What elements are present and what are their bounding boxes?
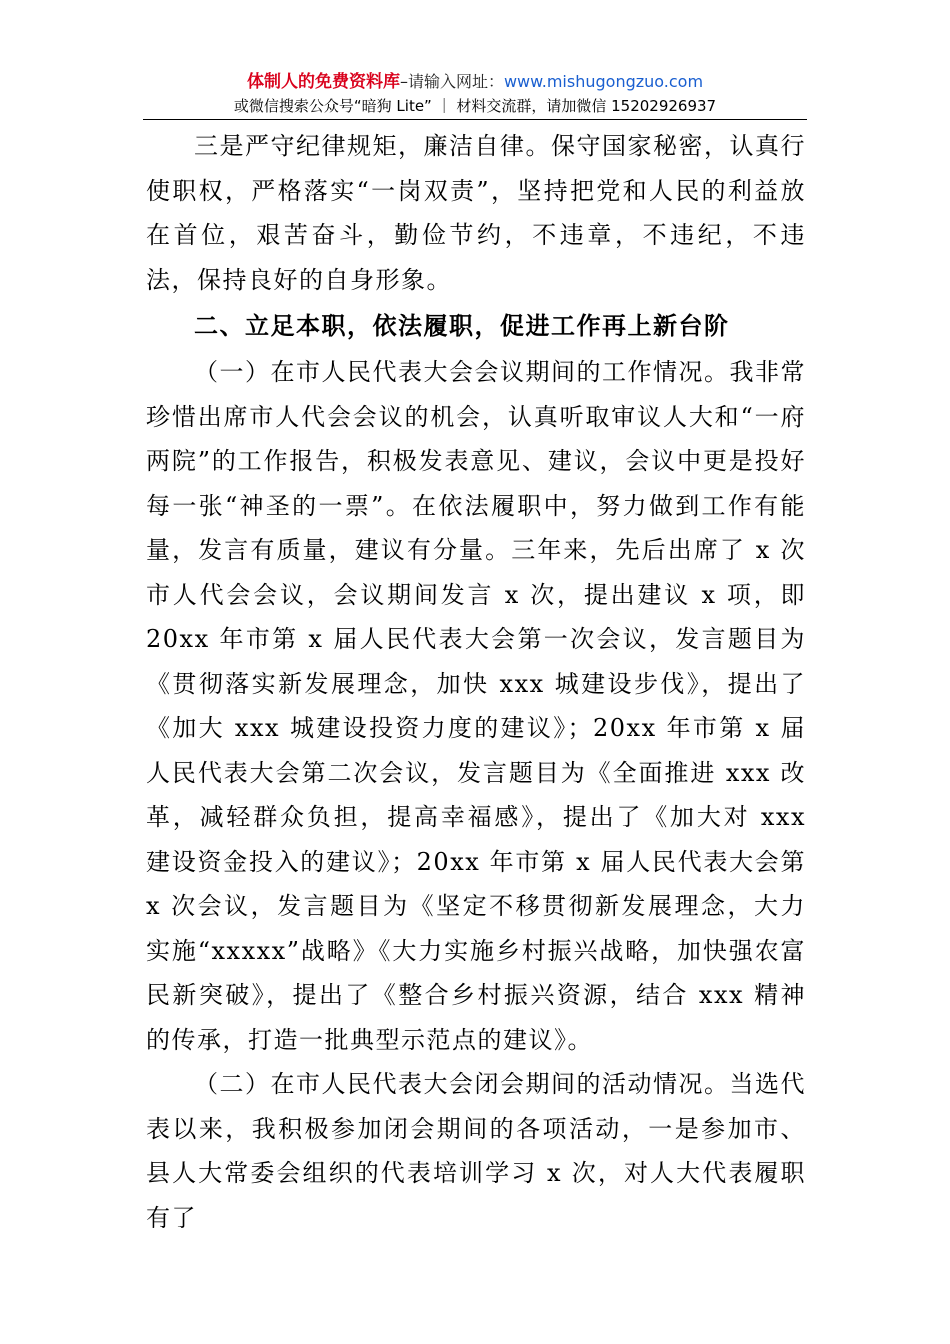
paragraph-discipline: 三是严守纪律规矩，廉洁自律。保守国家秘密，认真行使职权，严格落实“一岗双责”，坚持把党和人民的利益放在首位，艰苦奋斗，勤俭节约，不违章，不违纪，不违法，保持良好的自身形象。 bbox=[146, 132, 806, 294]
section-heading: 二、立足本职，依法履职，促进工作再上新台阶 bbox=[194, 312, 730, 340]
paragraph-session-work: （一）在市人民代表大会会议期间的工作情况。我非常珍惜出席市人代会会议的机会，认真听取审议人大和“一府两院”的工作报告，积极发表意见、建议，会议中更是投好每一张“神圣的一票”。在依法履职中，努力做到工作有能量，发言有质量，建议有分量。三年来，先后出席了 x 次市人代会会议，会议期间发言 x 次，提出建议 x 项，即 20xx 年市第 x 届人民代表大会第一次会议，发言题目为《贯彻落实新发展理念，加快 xxx 城建设步伐》，提出了《加大 xxx 城建设投资力度的建议》；20xx 年市第 x 届人民代表大会第二次会议，发言题目为《全面推进 xxx 改革，减轻群众负担，提高幸福感》，提出了《加大对 xxx 建设资金投入的建议》；20xx 年市第 x 届人民代表大会第 x 次会议，发言题目为《坚定不移贯彻新发展理念，大力实施“xxxxx”战略》《大力实施乡村振兴战略，加快强农富民新突破》，提出了《整合乡村振兴资源，结合 xxx 精神的传承，打造一批典型示范点的建议》。 bbox=[146, 358, 806, 1054]
page-header bbox=[0, 70, 950, 118]
site-url-link[interactable]: www.mishugongzuo.com bbox=[503, 72, 704, 91]
url-prompt: –请输入网址： bbox=[399, 72, 504, 91]
document-body bbox=[146, 124, 806, 1240]
header-line-1 bbox=[0, 70, 950, 94]
header-divider bbox=[143, 119, 807, 120]
site-name: 体制人的免费资料库 bbox=[246, 72, 400, 92]
header-line-2: 或微信搜索公众号“暗狗 Lite” ｜ 材料交流群，请加微信 15202926937 bbox=[233, 97, 717, 115]
paragraph-recess-activities: （二）在市人民代表大会闭会期间的活动情况。当选代表以来，我积极参加闭会期间的各项活动，一是参加市、县人大常委会组织的代表培训学习 x 次，对人大代表履职有了 bbox=[146, 1070, 806, 1232]
